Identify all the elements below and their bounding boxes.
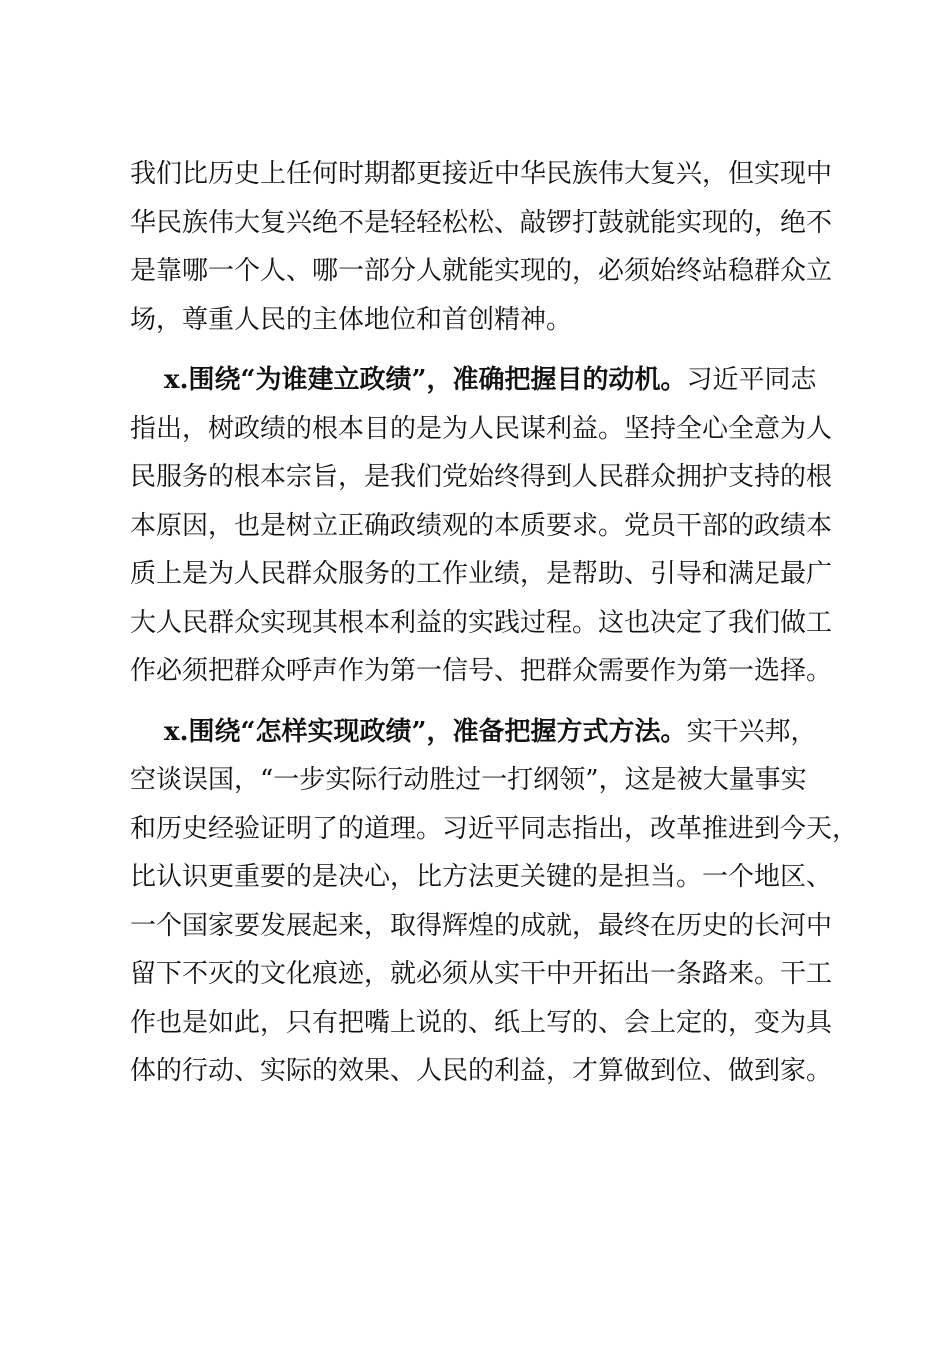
- paragraph-purpose: [130, 356, 850, 696]
- text-run: 实干兴邦，: [686, 716, 817, 747]
- document-body: [130, 150, 859, 1096]
- text-line: 大人民群众实现其根本利益的实践过程。这也决定了我们做工: [130, 607, 833, 638]
- paragraph-continuation: [130, 150, 850, 344]
- text-line: 场，尊重人民的主体地位和首创精神。: [130, 304, 573, 335]
- text-line: 我们比历史上任何时期都更接近中华民族伟大复兴，但实现中: [130, 159, 833, 189]
- section-heading-method: x.围绕“怎样实现政绩”，准备把握方式方法。: [164, 716, 687, 747]
- text-line: 和历史经验证明了的道理。习近平同志指出，改革推进到今天，: [130, 813, 859, 844]
- text-line: 华民族伟大复兴绝不是轻轻松松、敲锣打鼓就能实现的，绝不: [130, 207, 833, 238]
- text-line: [130, 708, 850, 757]
- text-line: 作也是如此，只有把嘴上说的、纸上写的、会上定的，变为具: [130, 1007, 833, 1038]
- text-line: [130, 356, 850, 405]
- text-line: 比认识更重要的是决心，比方法更关键的是担当。一个地区、: [130, 862, 833, 892]
- text-line: 一个国家要发展起来，取得辉煌的成就，最终在历史的长河中: [130, 910, 833, 941]
- text-line: 质上是为人民群众服务的工作业绩，是帮助、引导和满足最广: [130, 559, 833, 589]
- section-heading-purpose: x.围绕“为谁建立政绩”，准确把握目的动机。: [164, 365, 687, 395]
- text-line: 留下不灭的文化痕迹，就必须从实干中开拓出一条路来。干工: [130, 959, 833, 989]
- paragraph-method: [130, 708, 859, 1096]
- text-line: 指出，树政绩的根本目的是为人民谋利益。坚持全心全意为人: [130, 413, 833, 444]
- text-line: 本原因，也是树立正确政绩观的本质要求。党员干部的政绩本: [130, 510, 833, 541]
- text-line: 是靠哪一个人、哪一部分人就能实现的，必须始终站稳群众立: [130, 256, 833, 286]
- text-run: 习近平同志: [686, 365, 817, 395]
- text-line: 民服务的根本宗旨，是我们党始终得到人民群众拥护支持的根: [130, 462, 833, 492]
- text-line: 作必须把群众呼声作为第一信号、把群众需要作为第一选择。: [130, 656, 833, 686]
- text-line: 空谈误国，“一步实际行动胜过一打纲领”，这是被大量事实: [130, 765, 807, 795]
- text-line: 体的行动、实际的效果、人民的利益，才算做到位、做到家。: [130, 1056, 833, 1086]
